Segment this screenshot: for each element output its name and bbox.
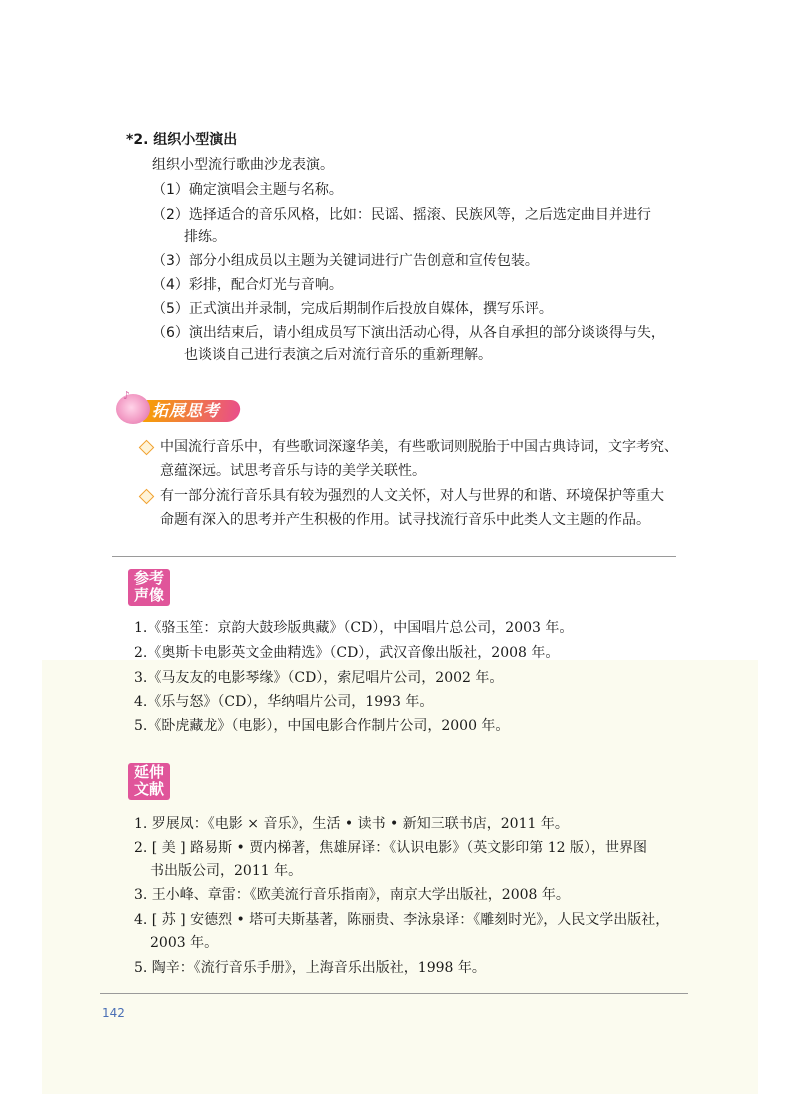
think-item-continuation: 命题有深入的思考并产生积极的作用。试寻找流行音乐中此类人文主题的作品。 bbox=[160, 512, 650, 528]
think-item: 中国流行音乐中，有些歌词深邃华美，有些歌词则脱胎于中国古典诗词，文字考究、 bbox=[160, 439, 678, 455]
av-badge-line1: 参考 bbox=[133, 569, 164, 587]
av-item: 1.《骆玉笙：京韵大鼓珍版典藏》（CD），中国唱片总公司，2003 年。 bbox=[134, 620, 574, 636]
reading-item: 1. 罗展凤：《电影 × 音乐》，生活 • 读书 • 新知三联书店，2011 年。 bbox=[134, 816, 569, 832]
section-divider bbox=[112, 556, 676, 557]
think-item-continuation: 意蕴深远。试思考音乐与诗的美学关联性。 bbox=[160, 463, 426, 479]
av-item: 3.《马友友的电影琴缘》（CD），索尼唱片公司，2002 年。 bbox=[134, 670, 504, 686]
activity-step: （4）彩排，配合灯光与音响。 bbox=[152, 277, 343, 293]
av-item: 4.《乐与怒》（CD），华纳唱片公司，1993 年。 bbox=[134, 694, 434, 710]
reading-item: 5. 陶辛：《流行音乐手册》，上海音乐出版社，1998 年。 bbox=[134, 960, 486, 976]
reading-item-continuation: 书出版公司，2011 年。 bbox=[150, 863, 303, 879]
brain-icon bbox=[116, 394, 150, 424]
activity-step: （2）选择适合的音乐风格，比如：民谣、摇滚、民族风等，之后选定曲目并进行 bbox=[152, 207, 651, 223]
think-label: 拓展思考 bbox=[152, 401, 221, 420]
activity-step: （5）正式演出并录制，完成后期制作后投放自媒体，撰写乐评。 bbox=[152, 301, 553, 317]
activity-heading: *2. 组织小型演出 bbox=[126, 132, 238, 148]
think-header bbox=[116, 389, 240, 424]
activity-step-continuation: 排练。 bbox=[184, 229, 226, 245]
activity-step-continuation: 也谈谈自己进行表演之后对流行音乐的重新理解。 bbox=[184, 347, 492, 363]
av-badge-line2: 声像 bbox=[133, 586, 164, 604]
page-number: 142 bbox=[102, 1006, 125, 1020]
reading-item: 2. [ 美 ] 路易斯 • 贾内梯著，焦雄屏译：《认识电影》（英文影印第 12 版），世界图 bbox=[134, 840, 647, 856]
footer-divider bbox=[100, 993, 688, 994]
av-badge bbox=[128, 569, 170, 606]
av-item: 5.《卧虎藏龙》（电影），中国电影合作制片公司，2000 年。 bbox=[134, 718, 510, 734]
reading-badge-line1: 延伸 bbox=[133, 763, 164, 781]
reading-item: 4. [ 苏 ] 安德烈 • 塔可夫斯基著，陈丽贵、李泳泉译：《雕刻时光》，人民文学出版社， bbox=[134, 912, 670, 928]
activity-intro: 组织小型流行歌曲沙龙表演。 bbox=[152, 157, 334, 173]
activity-step: （1）确定演唱会主题与名称。 bbox=[152, 182, 343, 198]
reading-badge-line2: 文献 bbox=[133, 780, 164, 798]
think-item: 有一部分流行音乐具有较为强烈的人文关怀，对人与世界的和谐、环境保护等重大 bbox=[160, 488, 664, 504]
av-item: 2.《奥斯卡电影英文金曲精选》（CD），武汉音像出版社，2008 年。 bbox=[134, 645, 560, 661]
activity-step: （6）演出结束后，请小组成员写下演出活动心得，从各自承担的部分谈谈得与失， bbox=[152, 325, 665, 341]
reading-badge bbox=[128, 763, 170, 800]
reading-item: 3. 王小峰、章雷：《欧美流行音乐指南》，南京大学出版社，2008 年。 bbox=[134, 887, 570, 903]
activity-step: （3）部分小组成员以主题为关键词进行广告创意和宣传包装。 bbox=[152, 253, 539, 269]
music-note-icon: ♪ bbox=[123, 389, 131, 402]
reading-item-continuation: 2003 年。 bbox=[150, 935, 219, 951]
